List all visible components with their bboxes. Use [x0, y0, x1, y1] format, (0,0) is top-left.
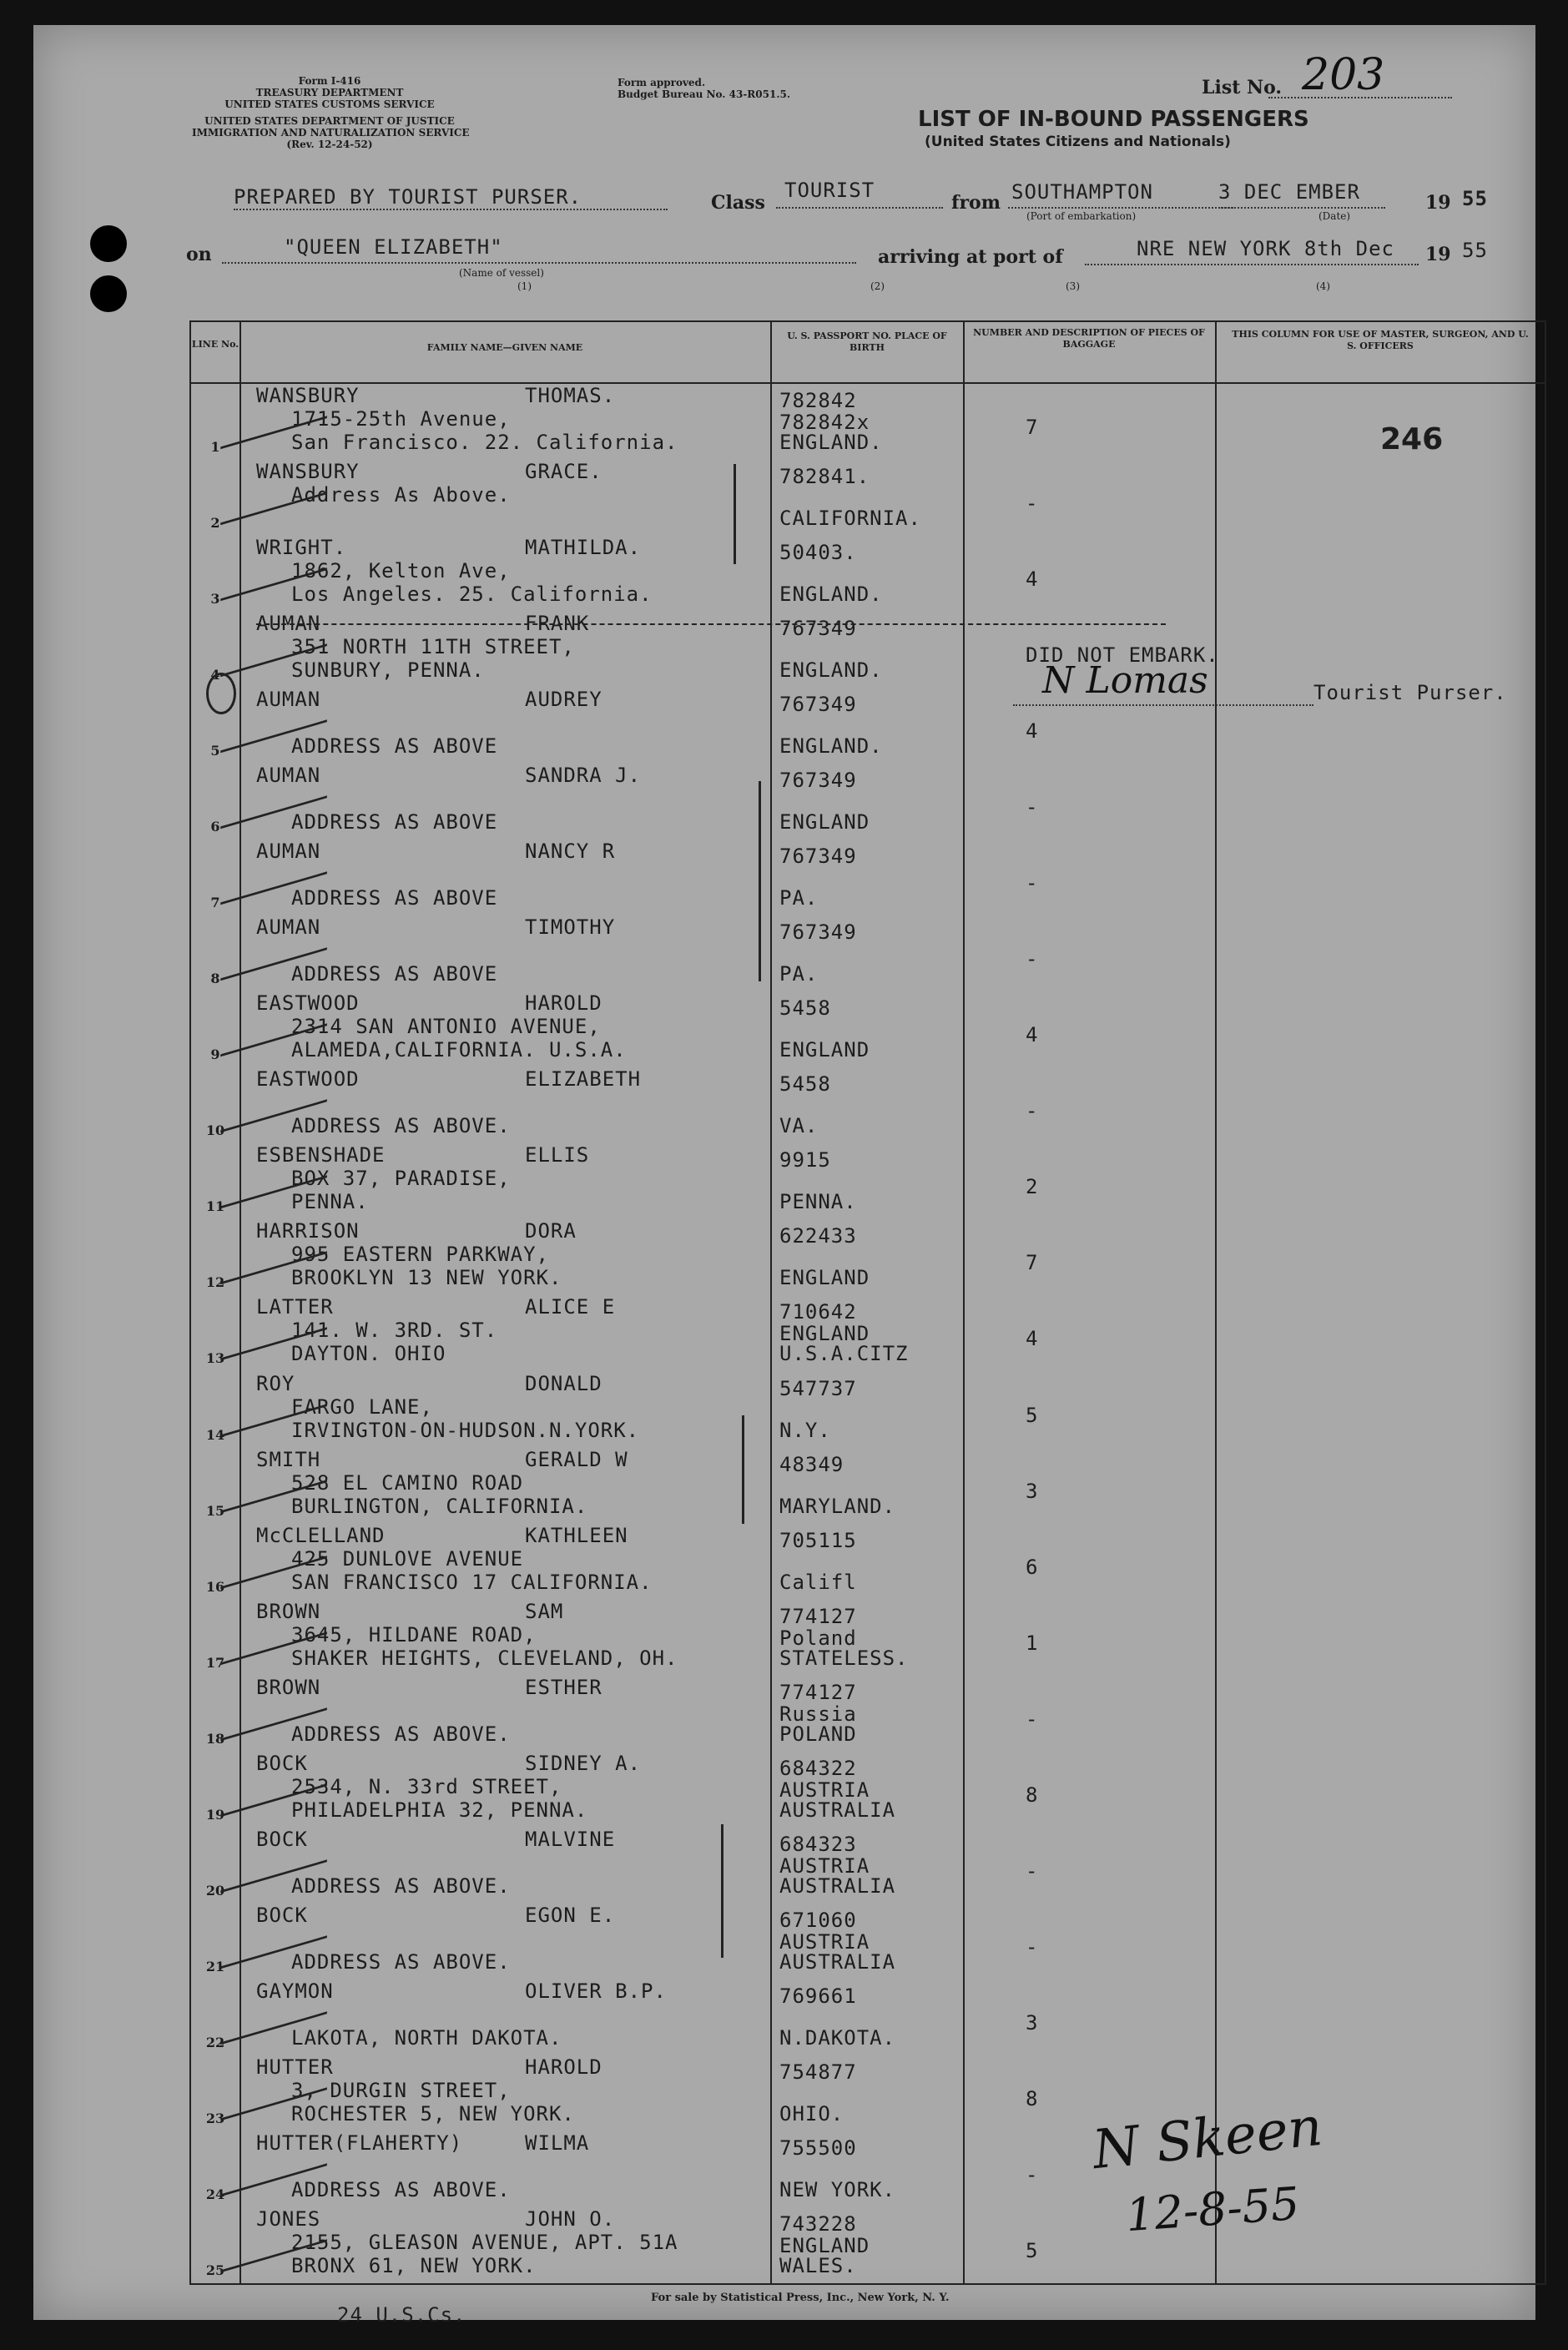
given-name: OLIVER B.P. — [525, 1979, 667, 2003]
pen-mark — [759, 781, 761, 981]
address-line-2: ADDRESS AS ABOVE — [291, 962, 498, 986]
given-name: JOHN O. — [525, 2206, 616, 2231]
address-line-2: SHAKER HEIGHTS, CLEVELAND, OH. — [291, 1646, 678, 1670]
baggage-count: 4 — [1026, 1327, 1039, 1351]
line-number: 24 — [205, 2186, 225, 2202]
place-of-birth: PA. — [779, 962, 819, 986]
given-name: SIDNEY A. — [525, 1751, 642, 1775]
given-name: AUDREY — [525, 688, 602, 712]
table-row — [191, 1902, 1545, 1978]
baggage-count: - — [1026, 1934, 1039, 1959]
passport-number: 50403. — [779, 541, 857, 565]
baggage-count: 6 — [1026, 1555, 1039, 1579]
line-number: 9 — [210, 1046, 220, 1063]
family-name: JONES — [256, 2206, 321, 2231]
baggage-count: 7 — [1026, 1251, 1039, 1275]
baggage-count: 3 — [1026, 2010, 1039, 2035]
place-of-birth: VA. — [779, 1114, 819, 1138]
purser-signature: N Lomas — [1042, 659, 1208, 702]
passport-number: 705115 — [779, 1528, 857, 1552]
address-line-2: SUNBURY, PENNA. — [291, 658, 485, 683]
place-of-birth: AUSTRALIA — [779, 1798, 896, 1822]
given-name: GRACE. — [525, 460, 602, 484]
line-number: 22 — [205, 2034, 225, 2050]
line-number: 5 — [210, 743, 220, 759]
inspector-signature: N Skeen — [1089, 2095, 1326, 2182]
passport-note: AUSTRIA — [779, 1929, 870, 1954]
family-name: BOCK — [256, 1827, 308, 1851]
place-of-birth: PENNA. — [779, 1190, 857, 1214]
place-of-birth: STATELESS. — [779, 1646, 909, 1670]
pen-mark — [742, 1415, 744, 1524]
passport-number: 767349 — [779, 769, 857, 793]
passport-note: AUSTRIA — [779, 1778, 870, 1802]
family-name: BOCK — [256, 1751, 308, 1775]
table-row — [191, 458, 1545, 534]
address-line-1: 3, DURGIN STREET, — [291, 2078, 511, 2102]
line-number: 3 — [210, 591, 220, 608]
table-row — [191, 534, 1545, 610]
immigration-service: IMMIGRATION AND NATURALIZATION SERVICE — [192, 127, 470, 139]
family-name: HARRISON — [256, 1219, 360, 1243]
address-line-1: 995 EASTERN PARKWAY, — [291, 1243, 549, 1267]
table-row — [191, 1978, 1545, 2054]
line-number: 7 — [210, 895, 220, 911]
address-line-2: PHILADELPHIA 32, PENNA. — [291, 1798, 588, 1822]
passport-number: 743228 — [779, 2211, 857, 2236]
place-of-birth: NEW YORK. — [779, 2177, 896, 2201]
family-name: BOCK — [256, 1903, 308, 1927]
address-line-2: ADDRESS AS ABOVE — [291, 810, 498, 835]
given-name: WILMA — [525, 2131, 590, 2155]
family-name: LATTER — [256, 1295, 334, 1319]
place-of-birth: ENGLAND. — [779, 734, 883, 759]
baggage-count: 4 — [1026, 719, 1039, 744]
table-row — [191, 1522, 1545, 1598]
table-row — [191, 1294, 1545, 1369]
family-name: HUTTER — [256, 2055, 334, 2079]
passport-number: 755500 — [779, 2136, 857, 2160]
baggage-count: - — [1026, 871, 1039, 895]
family-name: EASTWOOD — [256, 1067, 360, 1092]
place-of-birth: OHIO. — [779, 2101, 845, 2126]
address-line-2: IRVINGTON-ON-HUDSON.N.YORK. — [291, 1418, 640, 1442]
passport-number: 547737 — [779, 1376, 857, 1400]
given-name: ALICE E — [525, 1295, 616, 1319]
baggage-count: - — [1026, 947, 1039, 971]
baggage-count: - — [1026, 1707, 1039, 1731]
passport-number: 48349 — [779, 1452, 845, 1476]
table-row — [191, 914, 1545, 990]
col-head-passport: U. S. PASSPORT NO. PLACE OF BIRTH — [787, 330, 947, 353]
address-line-1: FARGO LANE, — [291, 1394, 433, 1419]
line-number: 4 — [210, 667, 220, 683]
address-line-1: 351 NORTH 11TH STREET, — [291, 635, 575, 659]
line-number: 2 — [210, 515, 220, 532]
table-row — [191, 838, 1545, 914]
class-underline — [776, 207, 943, 209]
line-number: 11 — [205, 1198, 225, 1215]
class-value: TOURIST — [784, 179, 875, 202]
baggage-count: 5 — [1026, 1403, 1039, 1427]
passport-note: ENGLAND — [779, 2233, 870, 2257]
place-of-birth: ENGLAND — [779, 1266, 870, 1290]
table-row — [191, 1750, 1545, 1826]
passport-number: 782841. — [779, 465, 870, 489]
baggage-count: - — [1026, 795, 1039, 819]
line-number: 16 — [205, 1578, 225, 1595]
table-row — [191, 1826, 1545, 1902]
line-number: 14 — [205, 1426, 225, 1443]
address-line-1: BOX 37, PARADISE, — [291, 1167, 511, 1191]
form-revision: (Rev. 12-24-52) — [286, 139, 373, 150]
address-line-2: SAN FRANCISCO 17 CALIFORNIA. — [291, 1570, 653, 1594]
prepared-by: PREPARED BY TOURIST PURSER. — [234, 185, 582, 209]
customs-service: UNITED STATES CUSTOMS SERVICE — [224, 98, 435, 110]
family-name: AUMAN — [256, 764, 321, 788]
given-name: ESTHER — [525, 1675, 602, 1699]
baggage-count: - — [1026, 492, 1039, 516]
line-number: 25 — [205, 2262, 225, 2278]
baggage-count: 2 — [1026, 1175, 1039, 1199]
col-num-2: (2) — [870, 280, 885, 292]
form-id-block — [192, 75, 470, 150]
passenger-table — [189, 320, 1546, 2285]
from-underline — [1008, 207, 1233, 209]
binder-hole-middle — [90, 275, 127, 312]
family-name: AUMAN — [256, 915, 321, 940]
line-number: 19 — [205, 1806, 225, 1823]
manifest-title: LIST OF IN-BOUND PASSENGERS — [918, 107, 1309, 132]
class-label: Class — [711, 192, 765, 214]
given-name: TIMOTHY — [525, 915, 616, 940]
table-body — [191, 382, 1545, 2282]
table-row — [191, 2054, 1545, 2130]
col-head-baggage: NUMBER AND DESCRIPTION OF PIECES OF BAGGAGE — [973, 327, 1205, 350]
given-name: HAROLD — [525, 991, 602, 1016]
given-name: GERALD W — [525, 1447, 628, 1471]
col-head-name: FAMILY NAME—GIVEN NAME — [426, 342, 583, 353]
baggage-count: 1 — [1026, 1631, 1039, 1655]
line-number: 23 — [205, 2110, 225, 2126]
family-name: EASTWOOD — [256, 991, 360, 1016]
manifest-sheet — [33, 25, 1535, 2327]
baggage-count: 8 — [1026, 1783, 1039, 1807]
address-line-2: ADDRESS AS ABOVE — [291, 734, 498, 759]
line-number: 10 — [205, 1122, 225, 1139]
year-value: 55 — [1462, 187, 1488, 210]
passport-number: 774127 — [779, 1680, 857, 1704]
table-row — [191, 2206, 1545, 2282]
family-name: ROY — [256, 1371, 295, 1395]
col-num-1: (1) — [517, 280, 532, 292]
given-name: ELLIS — [525, 1143, 590, 1167]
family-name: AUMAN — [256, 840, 321, 864]
treasury-dept: TREASURY DEPARTMENT — [255, 87, 404, 98]
address-line-2: ALAMEDA,CALIFORNIA. U.S.A. — [291, 1038, 627, 1062]
table-row — [191, 1446, 1545, 1522]
family-name: WANSBURY — [256, 460, 360, 484]
on-label: on — [186, 244, 212, 265]
given-name: DORA — [525, 1219, 577, 1243]
passport-note: ENGLAND — [779, 1322, 870, 1346]
arriving-label: arriving at port of — [878, 246, 1063, 268]
given-name: NANCY R — [525, 840, 616, 864]
address-line-2: ADDRESS AS ABOVE. — [291, 2177, 511, 2201]
baggage-count: - — [1026, 2162, 1039, 2186]
printer-credit: For sale by Statistical Press, Inc., New York, N. Y. — [651, 2292, 950, 2304]
address-line-2: BROOKLYN 13 NEW YORK. — [291, 1266, 562, 1290]
passport-number: 684322 — [779, 1756, 857, 1780]
embark-caption: (Port of embarkation) — [1026, 210, 1137, 222]
table-row — [191, 2130, 1545, 2206]
given-name: EGON E. — [525, 1903, 616, 1927]
address-line-2: ADDRESS AS ABOVE. — [291, 1949, 511, 1974]
line-number: 20 — [205, 1882, 225, 1899]
place-of-birth: U.S.A.CITZ — [779, 1342, 909, 1366]
table-row — [191, 1066, 1545, 1142]
col-head-officers: THIS COLUMN FOR USE OF MASTER, SURGEON, AND U. S. OFFICERS — [1232, 329, 1529, 351]
table-row — [191, 610, 1545, 686]
place-of-birth: POLAND — [779, 1722, 857, 1746]
family-name: McCLELLAND — [256, 1523, 386, 1547]
line-number: 12 — [205, 1274, 225, 1291]
given-name: KATHLEEN — [525, 1523, 628, 1547]
given-name: HAROLD — [525, 2055, 602, 2079]
register-number: 246 — [1380, 422, 1444, 456]
address-line-2: Los Angeles. 25. California. — [291, 582, 653, 607]
address-line-1: Address As Above. — [291, 483, 511, 507]
from-value: SOUTHAMPTON — [1011, 180, 1153, 204]
family-name: BROWN — [256, 1675, 321, 1699]
given-name: DONALD — [525, 1371, 602, 1395]
passport-number: 774127 — [779, 1604, 857, 1628]
passport-number: 767349 — [779, 693, 857, 717]
line-number: 1 — [210, 439, 220, 455]
passport-note: AUSTRIA — [779, 1853, 870, 1878]
passport-number: 769661 — [779, 1984, 857, 2008]
address-line-2: ADDRESS AS ABOVE — [291, 886, 498, 910]
strikethrough-line — [256, 623, 1166, 625]
baggage-count: 3 — [1026, 1479, 1039, 1503]
prepared-by-underline — [234, 209, 668, 210]
table-row — [191, 1674, 1545, 1750]
table-row — [191, 990, 1545, 1066]
passport-number: 767349 — [779, 845, 857, 869]
place-of-birth: ENGLAND. — [779, 658, 883, 683]
date-underline — [1218, 207, 1385, 209]
table-row — [191, 382, 1545, 458]
family-name: WANSBURY — [256, 384, 360, 407]
address-line-2: DAYTON. OHIO — [291, 1342, 446, 1366]
address-line-2: LAKOTA, NORTH DAKOTA. — [291, 2025, 562, 2050]
family-name: ESBENSHADE — [256, 1143, 386, 1167]
passport-number: 5458 — [779, 1072, 831, 1097]
passport-number: 684323 — [779, 1832, 857, 1856]
address-line-2: BURLINGTON, CALIFORNIA. — [291, 1494, 588, 1518]
passport-note: Russia — [779, 1702, 857, 1726]
pen-mark — [734, 464, 736, 564]
place-of-birth: Califl — [779, 1570, 857, 1594]
form-approved: Form approved. — [618, 77, 706, 88]
address-line-1: 2534, N. 33rd STREET, — [291, 1774, 562, 1798]
baggage-count: 4 — [1026, 567, 1039, 592]
given-name: THOMAS. — [525, 384, 616, 407]
baggage-count: 8 — [1026, 2086, 1039, 2110]
given-name: SANDRA J. — [525, 764, 642, 788]
list-no-label: List No. — [1202, 77, 1283, 98]
citizen-count: 24 U.S.Cs. — [337, 2303, 466, 2327]
place-of-birth: ENGLAND. — [779, 582, 883, 607]
passport-number: 622433 — [779, 1224, 857, 1248]
family-name: SMITH — [256, 1447, 321, 1471]
table-row — [191, 1142, 1545, 1218]
address-line-1: 425 DUNLOVE AVENUE — [291, 1546, 524, 1571]
family-name: BROWN — [256, 1599, 321, 1623]
table-row — [191, 1370, 1545, 1446]
place-of-birth: N.Y. — [779, 1418, 831, 1442]
line-number: 6 — [210, 819, 220, 835]
vessel-underline — [222, 262, 856, 264]
place-of-birth: MARYLAND. — [779, 1494, 896, 1518]
passport-number: 671060 — [779, 1908, 857, 1932]
vessel-caption: (Name of vessel) — [459, 267, 544, 279]
purser-note: Tourist Purser. — [1313, 681, 1507, 704]
table-row — [191, 762, 1545, 838]
purser-dotted-line — [1013, 704, 1313, 706]
family-name: AUMAN — [256, 688, 321, 712]
line-number: 18 — [205, 1730, 225, 1747]
justice-dept: UNITED STATES DEPARTMENT OF JUSTICE — [204, 115, 455, 127]
binder-hole-top — [90, 225, 127, 262]
line-number: 15 — [205, 1502, 225, 1519]
place-of-birth: AUSTRALIA — [779, 1949, 896, 1974]
baggage-count: 7 — [1026, 416, 1039, 439]
given-name: ELIZABETH — [525, 1067, 642, 1092]
address-line-2: ADDRESS AS ABOVE. — [291, 1873, 511, 1898]
baggage-count: - — [1026, 1099, 1039, 1123]
given-name: FRANK — [525, 612, 590, 636]
baggage-count: 4 — [1026, 1023, 1039, 1047]
form-number: Form I-416 — [298, 75, 361, 87]
family-name: GAYMON — [256, 1979, 334, 2003]
baggage-count: - — [1026, 1858, 1039, 1883]
address-line-1: 1862, Kelton Ave, — [291, 559, 511, 583]
passport-note: Poland — [779, 1626, 857, 1650]
address-line-1: 2314 SAN ANTONIO AVENUE, — [291, 1015, 601, 1039]
place-of-birth: PA. — [779, 886, 819, 910]
given-name: SAM — [525, 1599, 564, 1623]
line-number: 17 — [205, 1654, 225, 1671]
line-number: 21 — [205, 1958, 225, 1974]
arriving-year: 55 — [1462, 239, 1488, 262]
circled-mark — [206, 673, 236, 714]
vessel-name: "QUEEN ELIZABETH" — [284, 235, 503, 259]
passport-number: 782842 — [779, 389, 857, 412]
address-line-1: 3645, HILDANE ROAD, — [291, 1622, 537, 1647]
year-prefix: 19 — [1425, 192, 1451, 214]
arriving-underline — [1085, 264, 1419, 265]
from-label: from — [951, 192, 1001, 214]
table-row — [191, 1598, 1545, 1674]
address-line-1: 1715-25th Avenue, — [291, 407, 511, 431]
col-head-line-no: LINE No. — [191, 339, 239, 350]
manifest-subtitle: (United States Citizens and Nationals) — [925, 134, 1231, 150]
place-of-birth: AUSTRALIA — [779, 1873, 896, 1898]
address-line-1: 528 EL CAMINO ROAD — [291, 1470, 524, 1495]
col-num-3: (3) — [1066, 280, 1080, 292]
passport-number: 767349 — [779, 920, 857, 945]
table-row — [191, 1218, 1545, 1294]
passport-number: 5458 — [779, 996, 831, 1021]
line-number: 8 — [210, 971, 220, 987]
address-line-1: 2155, GLEASON AVENUE, APT. 51A — [291, 2230, 678, 2254]
budget-bureau: Budget Bureau No. 43-R051.5. — [618, 88, 791, 100]
family-name: HUTTER(FLAHERTY) — [256, 2131, 463, 2155]
baggage-count: DID NOT EMBARK. — [1026, 643, 1219, 668]
address-line-2: ADDRESS AS ABOVE. — [291, 1114, 511, 1138]
list-no-value: 203 — [1302, 50, 1385, 100]
passport-note: 782842x — [779, 411, 870, 434]
pen-mark — [721, 1824, 723, 1958]
passport-number: 710642 — [779, 1300, 857, 1324]
arriving-year-prefix: 19 — [1425, 244, 1451, 265]
place-of-birth: ENGLAND — [779, 1038, 870, 1062]
date-caption: (Date) — [1318, 210, 1351, 222]
passport-number: 9915 — [779, 1148, 831, 1172]
address-line-2: ROCHESTER 5, NEW YORK. — [291, 2101, 575, 2126]
baggage-count: 5 — [1026, 2238, 1039, 2262]
sail-date: 3 DEC EMBER — [1218, 180, 1360, 204]
address-line-2: PENNA. — [291, 1190, 369, 1214]
arriving-port: NRE NEW YORK 8th Dec — [1137, 237, 1394, 260]
family-name: WRIGHT. — [256, 536, 347, 560]
passport-number: 754877 — [779, 2060, 857, 2084]
line-number: 13 — [205, 1350, 225, 1367]
address-line-2: ADDRESS AS ABOVE. — [291, 1722, 511, 1746]
inspector-date: 12-8-55 — [1124, 2176, 1302, 2242]
address-line-1: 141. W. 3RD. ST. — [291, 1319, 498, 1343]
given-name: MALVINE — [525, 1827, 616, 1851]
place-of-birth: ENGLAND — [779, 810, 870, 835]
place-of-birth: ENGLAND. — [779, 431, 883, 454]
given-name: MATHILDA. — [525, 536, 642, 560]
col-num-4: (4) — [1316, 280, 1330, 292]
family-name: AUMAN — [256, 612, 321, 636]
place-of-birth: CALIFORNIA. — [779, 507, 921, 531]
passport-number: 767349 — [779, 617, 857, 641]
budget-block — [618, 77, 790, 100]
address-line-2: San Francisco. 22. California. — [291, 431, 678, 454]
place-of-birth: WALES. — [779, 2253, 857, 2277]
place-of-birth: N.DAKOTA. — [779, 2025, 896, 2050]
address-line-2: BRONX 61, NEW YORK. — [291, 2253, 537, 2277]
